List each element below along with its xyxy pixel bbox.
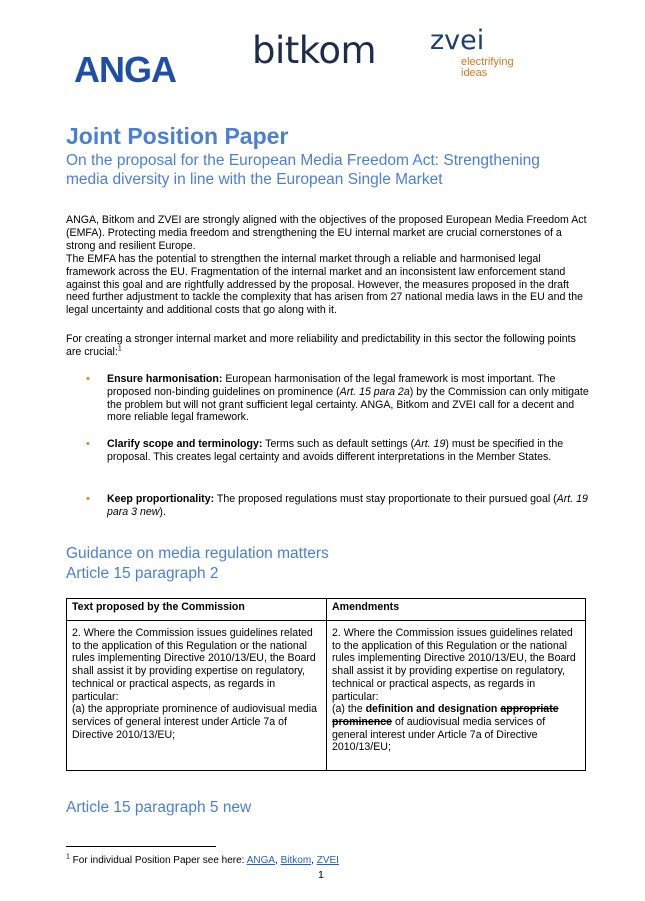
zvei-tagline — [461, 57, 541, 79]
zvei-logo: zvei — [430, 25, 485, 56]
footnote-text: For individual Position Paper see here: — [69, 855, 247, 866]
column-header-commission: Text proposed by the Commission — [67, 599, 327, 621]
list-item — [86, 493, 591, 519]
footnote-divider — [66, 846, 216, 847]
commission-text-item-a: (a) the appropriate prominence of audiovisual media services of general interest under Article 7a of Directive 2010/13/EU; — [72, 703, 317, 741]
bullet-dot-icon: • — [86, 493, 90, 505]
bitkom-logo: bitkom — [252, 29, 377, 72]
list-item — [86, 438, 591, 464]
zvei-tagline-line-1: electrifying — [461, 56, 514, 68]
list-item — [86, 373, 591, 424]
bullet-heading: Ensure harmonisation: — [107, 373, 223, 385]
commission-text-cell — [67, 621, 327, 771]
bullet-text: European harmonisation of the legal framework is most important. The proposed non-binding guidelines on prominence ( — [107, 373, 556, 398]
bullet-dot-icon: • — [86, 373, 90, 385]
bullet-dot-icon: • — [86, 438, 90, 450]
link-bitkom[interactable]: Bitkom — [280, 855, 312, 866]
link-zvei[interactable]: ZVEI — [316, 855, 339, 866]
commission-text: 2. Where the Commission issues guidelines related to the application of this Regulation or the national rules implementing Directive 2010/13/EU, the Board shall assist it by providing expertise on regulatory, technical or practical aspects, as regards in particular: — [72, 627, 316, 703]
section-heading-guidance: Guidance on media regulation matters — [66, 545, 329, 562]
section-heading-article-15-5: Article 15 paragraph 5 new — [66, 799, 252, 816]
document-subtitle: On the proposal for the European Media Freedom Act: Strengthening media diversity in line with the European Single Market — [66, 152, 540, 188]
footnote — [66, 855, 339, 867]
amendment-deleted-text: appropriate prominence — [332, 703, 559, 728]
article-ref: Art. 15 para 2a — [339, 385, 410, 398]
footnote-ref[interactable]: 1 — [117, 345, 122, 353]
table-row — [67, 621, 586, 771]
section-heading-article-15-2: Article 15 paragraph 2 — [66, 565, 219, 582]
page-number: 1 — [318, 869, 324, 881]
footnote-number: 1 — [66, 853, 70, 861]
amendment-text-cell — [327, 621, 586, 771]
anga-logo: ANGA — [74, 49, 176, 90]
article-ref: Art. 19 — [414, 438, 446, 450]
table-header-row — [67, 599, 586, 621]
amendment-prefix: (a) the — [332, 703, 366, 716]
bullet-text: ) must be specified in the proposal. This creates legal certainty and avoids different interpretations in the Member States. — [107, 438, 564, 463]
document-title: Joint Position Paper — [66, 123, 289, 149]
article-ref: Art. 19 para 3 new — [107, 493, 588, 518]
link-anga[interactable]: ANGA — [246, 855, 276, 866]
intro-paragraph-2: The EMFA has the potential to strengthen the internal market through a reliable and harmonised legal framework across the EU. Fragmentation of the internal market and an inconsistent law enforcement stand against this goal and are rightfully addressed by the proposal. However, the measures proposed in the draft need further adjustment to tackle the complexity that has arisen from 27 national media laws in the EU and the legal uncertainty and additional costs that go along with it. — [66, 253, 584, 317]
intro-paragraph-3-text: For creating a stronger internal market and more reliability and predictability in this sector the following points are crucial: — [66, 333, 576, 358]
amendment-table — [66, 598, 586, 771]
bullet-text: ) by the Commission can only mitigate the problem but will not grant sufficient legal certainty. ANGA, Bitkom and ZVEI call for a decent and more reliable legal framework. — [107, 385, 589, 424]
zvei-tagline-line-2: ideas — [461, 67, 488, 79]
footnote-separator: , — [311, 855, 317, 866]
bullet-text: ). — [159, 505, 166, 518]
logo-bar — [0, 0, 645, 100]
amendment-suffix: of audiovisual media services of general interest under Article 7a of Directive 2010/13/EU; — [332, 715, 546, 754]
bullet-text: Terms such as default settings ( — [262, 438, 415, 450]
bullet-heading: Clarify scope and terminology: — [107, 438, 263, 450]
column-header-amendments: Amendments — [327, 599, 586, 621]
amendment-text: 2. Where the Commission issues guidelines related to the application of this Regulation or the national rules implementing Directive 2010/13/EU, the Board shall assist it by providing expertise on regulatory, technical or practical aspects, as regards in particular: — [332, 627, 576, 703]
bullet-text: The proposed regulations must stay proportionate to their pursued goal ( — [214, 493, 557, 505]
bullet-heading: Keep proportionality: — [107, 493, 215, 505]
amendment-inserted-text: definition and designation — [365, 703, 498, 716]
intro-paragraph-1: ANGA, Bitkom and ZVEI are strongly aligned with the objectives of the proposed European Media Freedom Act (EMFA). Protecting media freedom and strengthening the EU internal market are crucial cornerstones of a strong and resilient Europe. — [66, 214, 587, 252]
footnote-separator: , — [275, 855, 281, 866]
intro-paragraph-3 — [66, 333, 590, 359]
